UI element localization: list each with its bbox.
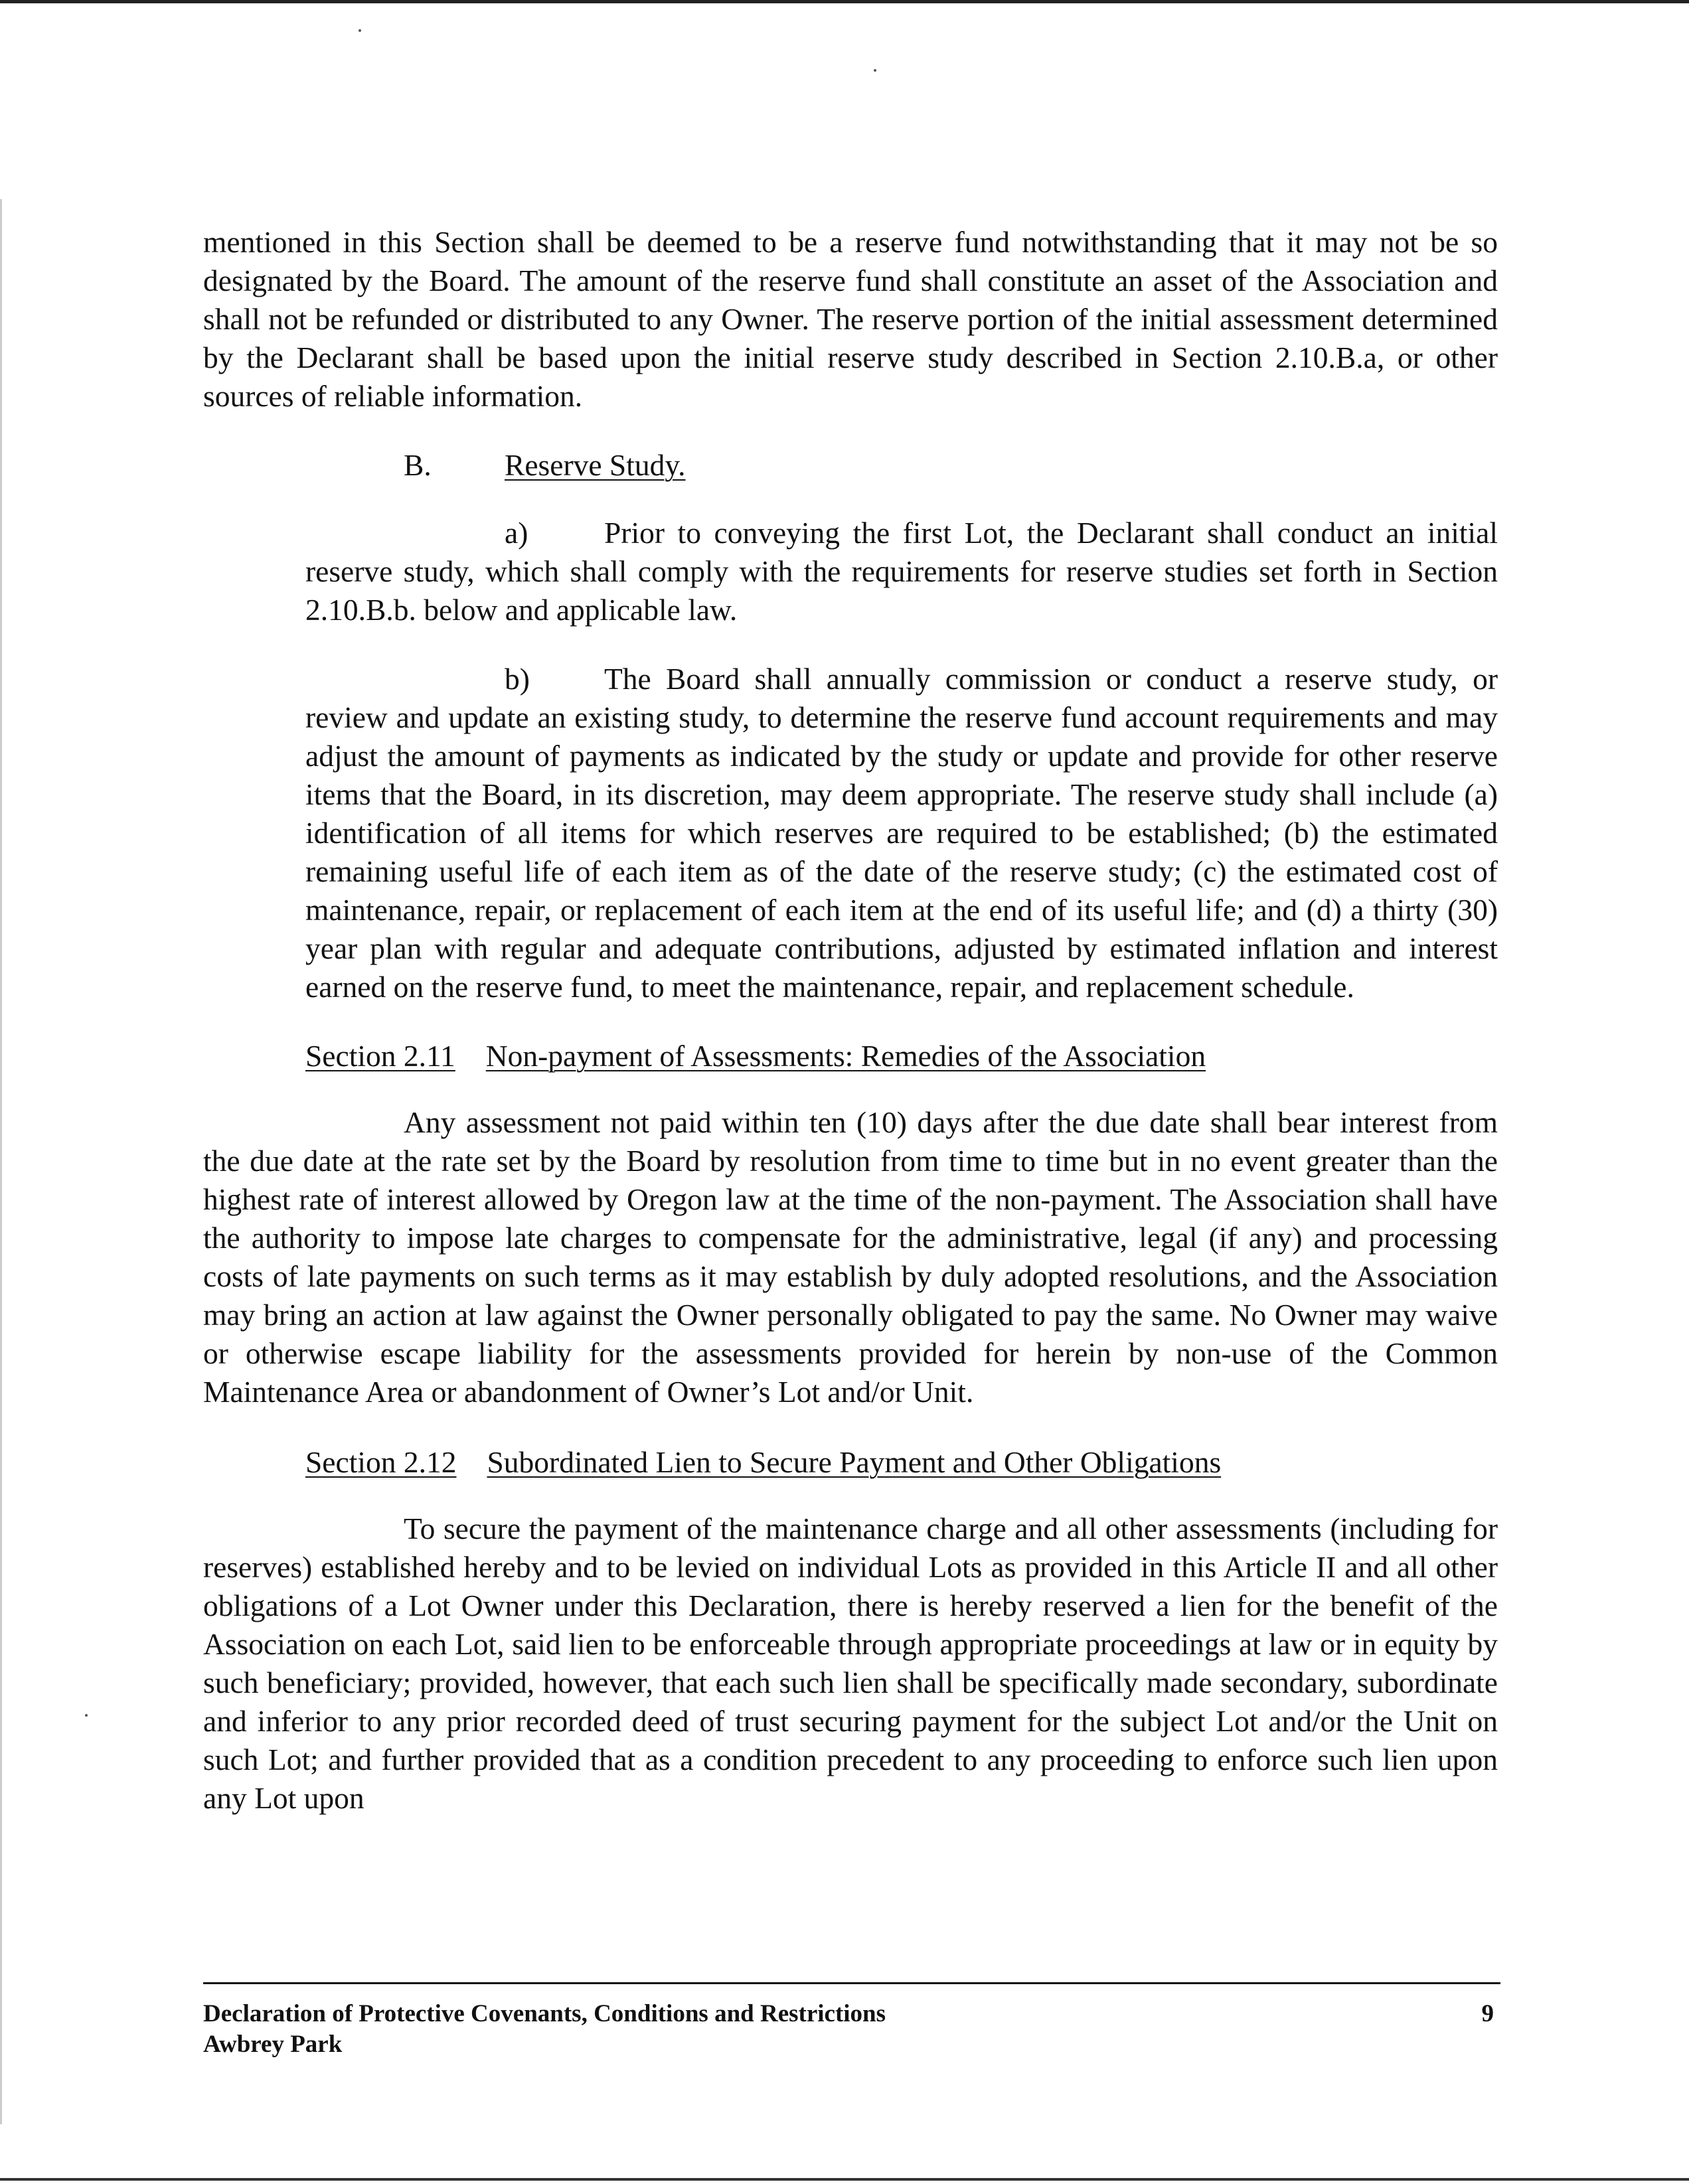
section-2-12-heading — [305, 1443, 1498, 1482]
section-2-12-number: Section 2.12 — [305, 1445, 457, 1479]
page-footer — [203, 1982, 1500, 2060]
footer-title-row — [203, 1999, 1500, 2029]
section-2-11-heading — [305, 1037, 1498, 1075]
item-b-text: The Board shall annually commission or conduct a reserve study, or review and update an existing study, to determine the reserve fund account requirements and may adjust the amount of payments as indicated by the study or update and provide for other reserve items that the Board, in its discretion, may deem appropriate. The reserve study shall include (a) identification of all items for which reserves are required to be established; (b) the estimated remaining useful life of each item as of the date of the reserve study; (c) the estimated cost of maintenance, repair, or replacement of each item at the end of its useful life; and (d) a thirty (30) year plan with regular and adequate contributions, adjusted by estimated inflation and interest earned on the reserve fund, to meet the maintenance, repair, and replacement schedule. — [305, 662, 1498, 1004]
scan-border-bottom — [0, 2178, 1689, 2181]
continuation-paragraph: mentioned in this Section shall be deemed to be a reserve fund notwithstanding that it may not be so designated by the Board. The amount of the reserve fund shall constitute an asset of the Association and shall not be refunded or distributed to any Owner. The reserve portion of the initial assessment determined by the Declarant shall be based upon the initial reserve study described in Section 2.10.B.a, or other sources of reliable information. — [203, 225, 1498, 413]
subsection-b-heading — [404, 446, 1498, 485]
subsection-b-letter: B. — [404, 448, 432, 482]
section-2-11-paragraph: Any assessment not paid within ten (10) days after the due date shall bear interest from the due date at the rate set by the Board by resolution from time to time but in no event greater than the highest rate of interest allowed by Oregon law at the time of the non-payment. The Association shall have the authority to impose late charges to compensate for the administrative, legal (if any) and processing costs of late payments on such terms as it may establish by duly adopted resolutions, and the Association may bring an action at law against the Owner personally obligated to pay the same. No Owner may waive or otherwise escape liability for the assessments provided for herein by non-use of the Common Maintenance Area or abandonment of Owner’s Lot and/or Unit. — [203, 1105, 1498, 1409]
footer-page-number: 9 — [1481, 2000, 1494, 2027]
reserve-study-item-a — [305, 514, 1498, 629]
section-2-11-title: Non-payment of Assessments: Remedies of the Association — [485, 1039, 1206, 1073]
scan-border-top — [0, 0, 1689, 3]
footer-subtitle: Awbrey Park — [203, 2031, 343, 2058]
document-body — [203, 223, 1498, 1849]
section-2-12-title: Subordinated Lien to Secure Payment and Other Obligations — [487, 1445, 1222, 1479]
scan-speck — [359, 29, 361, 32]
reserve-study-item-b — [305, 660, 1498, 1006]
footer-document-title: Declaration of Protective Covenants, Conditions and Restrictions — [203, 2000, 886, 2027]
item-b-label: b) — [505, 662, 530, 696]
section-2-12-paragraph: To secure the payment of the maintenance charge and all other assessments (including for reserves) established hereby and to be levied on individual Lots as provided in this Article II and all other obligations of a Lot Owner under this Declaration, there is hereby reserved a lien for the benefit of the Association on each Lot, said lien to be enforceable through appropriate proceedings at law or in equity by such beneficiary; provided, however, that each such lien shall be specifically made secondary, subordinate and inferior to any prior recorded deed of trust securing payment for the subject Lot and/or the Unit on such Lot; and further provided that as a condition precedent to any proceeding to enforce such lien upon any Lot upon — [203, 1512, 1498, 1815]
item-a-label: a) — [505, 516, 528, 550]
subsection-b-title: Reserve Study. — [505, 448, 686, 482]
scan-speck — [874, 69, 876, 72]
item-a-text: Prior to conveying the first Lot, the Declarant shall conduct an initial reserve study, which shall comply with the requirements for reserve studies set forth in Section 2.10.B.b. below and applicable law. — [305, 516, 1498, 627]
scan-speck — [85, 1714, 88, 1717]
scan-border-left — [0, 199, 2, 2124]
section-2-11-number: Section 2.11 — [305, 1039, 455, 1073]
